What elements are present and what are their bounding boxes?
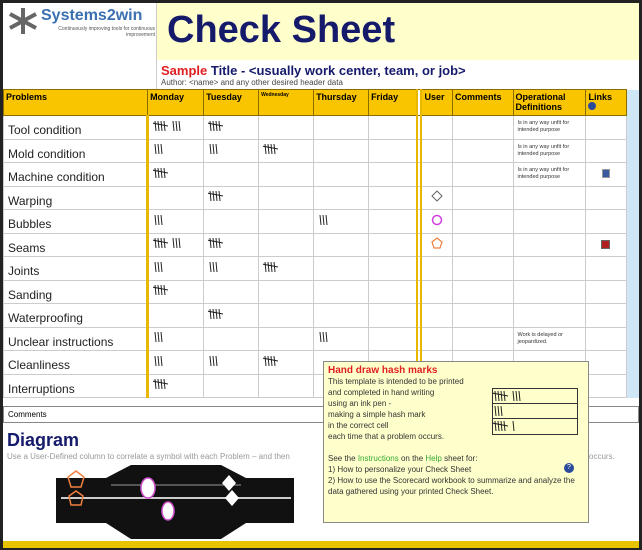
comments-cell[interactable] xyxy=(453,139,513,163)
links-cell[interactable] xyxy=(586,116,626,140)
tally-cell[interactable] xyxy=(204,163,259,187)
header-wednesday: Wednesday xyxy=(259,90,314,116)
circle-icon xyxy=(431,214,443,226)
tally-marks xyxy=(153,354,199,368)
links-cell[interactable] xyxy=(586,139,626,163)
problem-cell[interactable]: Sanding xyxy=(4,280,148,304)
tally-cell[interactable] xyxy=(204,210,259,234)
tally-cell[interactable] xyxy=(204,280,259,304)
tally-cell[interactable] xyxy=(259,327,314,351)
table-row xyxy=(4,304,639,328)
page-title: Check Sheet xyxy=(167,9,396,51)
opdef-cell[interactable] xyxy=(513,304,586,328)
user-symbol-cell[interactable] xyxy=(421,327,452,351)
extra-column xyxy=(626,90,638,116)
footer-bar xyxy=(3,541,639,548)
tally-cell[interactable] xyxy=(148,280,204,304)
extra-cell xyxy=(626,304,638,328)
links-cell[interactable] xyxy=(586,186,626,210)
extra-cell xyxy=(626,116,638,140)
note-line: in the correct cell xyxy=(328,421,389,430)
user-symbol-cell[interactable] xyxy=(421,163,452,187)
tally-cell[interactable] xyxy=(259,257,314,281)
tally-cell[interactable] xyxy=(369,139,417,163)
tally-cell[interactable] xyxy=(148,163,204,187)
comments-cell[interactable] xyxy=(453,186,513,210)
opdef-cell[interactable] xyxy=(513,257,586,281)
note-line: making a simple hash mark xyxy=(328,410,426,419)
user-symbol-cell[interactable] xyxy=(421,280,452,304)
table-row xyxy=(4,327,639,351)
tally-cell[interactable] xyxy=(259,233,314,257)
logo-name: Systems2win xyxy=(41,7,143,24)
tally-cell[interactable] xyxy=(369,327,417,351)
help-icon[interactable]: ? xyxy=(564,463,574,473)
tally-cell[interactable] xyxy=(204,139,259,163)
extra-cell xyxy=(626,186,638,210)
subtitle-sample: Sample xyxy=(161,63,208,78)
tally-marks xyxy=(263,354,309,368)
see-mid: on the xyxy=(398,454,426,463)
help-link[interactable]: Help xyxy=(425,454,442,463)
user-symbol-cell[interactable] xyxy=(421,233,452,257)
links-cell[interactable] xyxy=(586,280,626,304)
tally-cell[interactable] xyxy=(369,116,417,140)
tally-cell[interactable] xyxy=(204,257,259,281)
pentagon-icon xyxy=(431,237,443,249)
tally-cell[interactable] xyxy=(148,210,204,234)
extra-cell xyxy=(626,233,638,257)
problem-cell[interactable]: Mold condition xyxy=(4,139,148,163)
sheet-subtitle[interactable] xyxy=(161,63,466,78)
tally-cell[interactable] xyxy=(314,139,369,163)
part-diagram-image[interactable] xyxy=(51,463,301,543)
extra-cell xyxy=(626,280,638,304)
tally-marks xyxy=(153,166,199,180)
author-line[interactable]: Author: <name> and any other desired header data xyxy=(161,78,343,87)
links-cell[interactable] xyxy=(586,351,626,375)
tally-cell[interactable] xyxy=(259,139,314,163)
tally-cell[interactable] xyxy=(148,186,204,210)
problem-cell[interactable]: Cleanliness xyxy=(4,351,148,375)
tally-marks xyxy=(153,283,199,297)
tally-marks xyxy=(208,260,254,274)
problem-cell[interactable]: Unclear instructions xyxy=(4,327,148,351)
diamond-icon xyxy=(431,190,443,202)
tally-cell[interactable] xyxy=(369,304,417,328)
tally-cell[interactable] xyxy=(314,304,369,328)
tally-marks xyxy=(493,389,539,403)
tally-marks xyxy=(153,236,199,250)
links-cell[interactable] xyxy=(586,163,626,187)
tally-cell[interactable] xyxy=(148,351,204,375)
user-symbol-cell[interactable] xyxy=(421,257,452,281)
logo-star-icon xyxy=(6,6,40,36)
tally-cell[interactable] xyxy=(369,210,417,234)
links-cell[interactable] xyxy=(586,210,626,234)
tally-marks xyxy=(208,307,254,321)
problem-cell[interactable]: Warping xyxy=(4,186,148,210)
tally-cell[interactable] xyxy=(369,163,417,187)
header-friday: Friday xyxy=(369,90,417,116)
tally-cell[interactable] xyxy=(259,304,314,328)
comments-cell[interactable] xyxy=(453,304,513,328)
header-problems: Problems xyxy=(4,90,148,116)
tally-cell[interactable] xyxy=(148,327,204,351)
header-links xyxy=(586,90,626,116)
links-cell[interactable] xyxy=(586,374,626,398)
comments-cell[interactable] xyxy=(453,210,513,234)
extra-cell xyxy=(626,351,638,375)
tally-cell[interactable] xyxy=(259,186,314,210)
tally-cell[interactable] xyxy=(314,210,369,234)
extra-cell xyxy=(626,210,638,234)
problem-cell[interactable]: Interruptions xyxy=(4,374,148,398)
tally-marks xyxy=(208,236,254,250)
tally-cell[interactable] xyxy=(148,116,204,140)
opdef-cell[interactable]: Is in any way unfit for intended purpose xyxy=(513,139,586,163)
title-band xyxy=(157,3,639,60)
tally-cell[interactable] xyxy=(314,116,369,140)
note-item-2: 2) How to use the Scorecard workbook to summarize and analyze the data gathered using your printed Check Sheet. xyxy=(328,476,575,496)
comments-cell[interactable] xyxy=(453,327,513,351)
table-row xyxy=(4,210,639,234)
tally-cell[interactable] xyxy=(314,327,369,351)
table-row xyxy=(4,233,639,257)
tally-cell[interactable] xyxy=(314,233,369,257)
tally-marks xyxy=(153,119,199,133)
user-symbol-cell[interactable] xyxy=(421,116,452,140)
problem-cell[interactable]: Tool condition xyxy=(4,116,148,140)
links-label: Links xyxy=(588,92,612,102)
opdef-cell[interactable] xyxy=(513,280,586,304)
diagram-text: Use a User-Defined column to correlate a symbol with each Problem – and then xyxy=(7,452,290,461)
opdef-cell[interactable] xyxy=(513,210,586,234)
tally-marks xyxy=(208,189,254,203)
check-table xyxy=(3,89,639,398)
note-line: and completed in hand writing xyxy=(328,388,435,397)
tally-marks xyxy=(153,377,199,391)
tally-cell[interactable] xyxy=(314,257,369,281)
tally-marks xyxy=(153,260,199,274)
opdef-cell[interactable] xyxy=(513,186,586,210)
diagram-text-end: occurs. xyxy=(589,452,615,461)
opdef-cell[interactable] xyxy=(513,233,586,257)
comments-cell[interactable] xyxy=(453,233,513,257)
tally-cell[interactable] xyxy=(204,186,259,210)
tally-marks xyxy=(263,260,309,274)
circle-marker xyxy=(141,478,155,498)
comments-cell[interactable] xyxy=(453,280,513,304)
tally-example-box xyxy=(492,388,578,435)
note-title: Hand draw hash marks xyxy=(328,365,438,376)
opdef-cell[interactable]: Is in any way unfit for intended purpose xyxy=(513,116,586,140)
table-row xyxy=(4,257,639,281)
extra-cell xyxy=(626,257,638,281)
tally-cell[interactable] xyxy=(314,163,369,187)
table-row xyxy=(4,139,639,163)
tally-cell[interactable] xyxy=(314,186,369,210)
header-opdef: Operational Definitions xyxy=(513,90,586,116)
note-line: This template is intended to be printed xyxy=(328,377,464,386)
tally-cell[interactable] xyxy=(204,233,259,257)
header-tuesday: Tuesday xyxy=(204,90,259,116)
links-cell[interactable] xyxy=(586,304,626,328)
header-thursday: Thursday xyxy=(314,90,369,116)
comments-cell[interactable] xyxy=(453,257,513,281)
user-symbol-cell[interactable] xyxy=(421,186,452,210)
tally-marks xyxy=(153,330,199,344)
check-sheet xyxy=(3,3,639,548)
tally-cell[interactable] xyxy=(259,351,314,375)
tally-cell[interactable] xyxy=(369,257,417,281)
tally-cell[interactable] xyxy=(259,280,314,304)
problem-cell[interactable]: Seams xyxy=(4,233,148,257)
tally-marks xyxy=(153,213,199,227)
comments-cell[interactable] xyxy=(453,163,513,187)
tally-cell[interactable] xyxy=(204,304,259,328)
instructions-link[interactable]: Instructions xyxy=(357,454,399,463)
header-user: User xyxy=(421,90,452,116)
tally-cell[interactable] xyxy=(148,233,204,257)
tally-marks xyxy=(318,330,364,344)
tally-cell[interactable] xyxy=(259,210,314,234)
tally-cell[interactable] xyxy=(369,280,417,304)
tally-marks xyxy=(318,213,364,227)
tally-cell[interactable] xyxy=(314,280,369,304)
problem-cell[interactable]: Bubbles xyxy=(4,210,148,234)
note-item-1: 1) How to personalize your Check Sheet xyxy=(328,465,472,474)
tally-cell[interactable] xyxy=(259,116,314,140)
see-post: sheet for: xyxy=(441,454,478,463)
table-row xyxy=(4,116,639,140)
table-row xyxy=(4,163,639,187)
note-see xyxy=(328,453,584,464)
problem-cell[interactable]: Machine condition xyxy=(4,163,148,187)
extra-cell xyxy=(626,327,638,351)
problem-cell[interactable]: Waterproofing xyxy=(4,304,148,328)
tally-cell[interactable] xyxy=(148,374,204,398)
tally-marks xyxy=(208,119,254,133)
logo xyxy=(3,3,157,89)
note-line: using an ink pen - xyxy=(328,399,392,408)
tally-cell[interactable] xyxy=(148,257,204,281)
extra-cell xyxy=(626,163,638,187)
user-symbol-cell[interactable] xyxy=(421,304,452,328)
tally-cell[interactable] xyxy=(204,374,259,398)
links-cell[interactable] xyxy=(586,327,626,351)
tally-cell[interactable] xyxy=(204,351,259,375)
circle-marker xyxy=(162,502,174,520)
tally-marks xyxy=(493,404,539,418)
user-symbol-cell[interactable] xyxy=(421,139,452,163)
help-icon[interactable] xyxy=(588,102,596,110)
instructions-note xyxy=(323,361,589,523)
tally-cell[interactable] xyxy=(148,304,204,328)
tally-marks xyxy=(208,142,254,156)
see-pre: See the xyxy=(328,454,358,463)
table-row xyxy=(4,280,639,304)
diagram-title: Diagram xyxy=(7,430,80,450)
tally-cell[interactable] xyxy=(204,116,259,140)
header-comments: Comments xyxy=(453,90,513,116)
tally-cell[interactable] xyxy=(259,374,314,398)
extra-cell xyxy=(626,374,638,398)
pdf-icon[interactable] xyxy=(601,240,610,249)
links-cell[interactable] xyxy=(586,257,626,281)
opdef-cell[interactable]: Work is delayed or jeopardized. xyxy=(513,327,586,351)
tally-marks xyxy=(493,419,539,433)
problem-cell[interactable]: Joints xyxy=(4,257,148,281)
opdef-cell[interactable]: Is in any way unfit for intended purpose xyxy=(513,163,586,187)
note-line: each time that a problem occurs. xyxy=(328,432,445,441)
tally-cell[interactable] xyxy=(148,139,204,163)
subtitle-text: Title - <usually work center, team, or job> xyxy=(207,63,466,78)
logo-tagline: Continuously improving tools for continuous improvement xyxy=(58,26,155,38)
links-cell[interactable] xyxy=(586,233,626,257)
comments-field[interactable]: Comments xyxy=(3,406,639,423)
table-row xyxy=(4,186,639,210)
extra-cell xyxy=(626,139,638,163)
tally-cell[interactable] xyxy=(369,186,417,210)
tally-cell[interactable] xyxy=(369,233,417,257)
word-doc-icon[interactable] xyxy=(602,169,610,178)
header-monday: Monday xyxy=(148,90,204,116)
comments-cell[interactable] xyxy=(453,116,513,140)
tally-cell[interactable] xyxy=(259,163,314,187)
tally-cell[interactable] xyxy=(204,327,259,351)
tally-marks xyxy=(263,142,309,156)
tally-marks xyxy=(208,354,254,368)
user-symbol-cell[interactable] xyxy=(421,210,452,234)
tally-marks xyxy=(153,142,199,156)
